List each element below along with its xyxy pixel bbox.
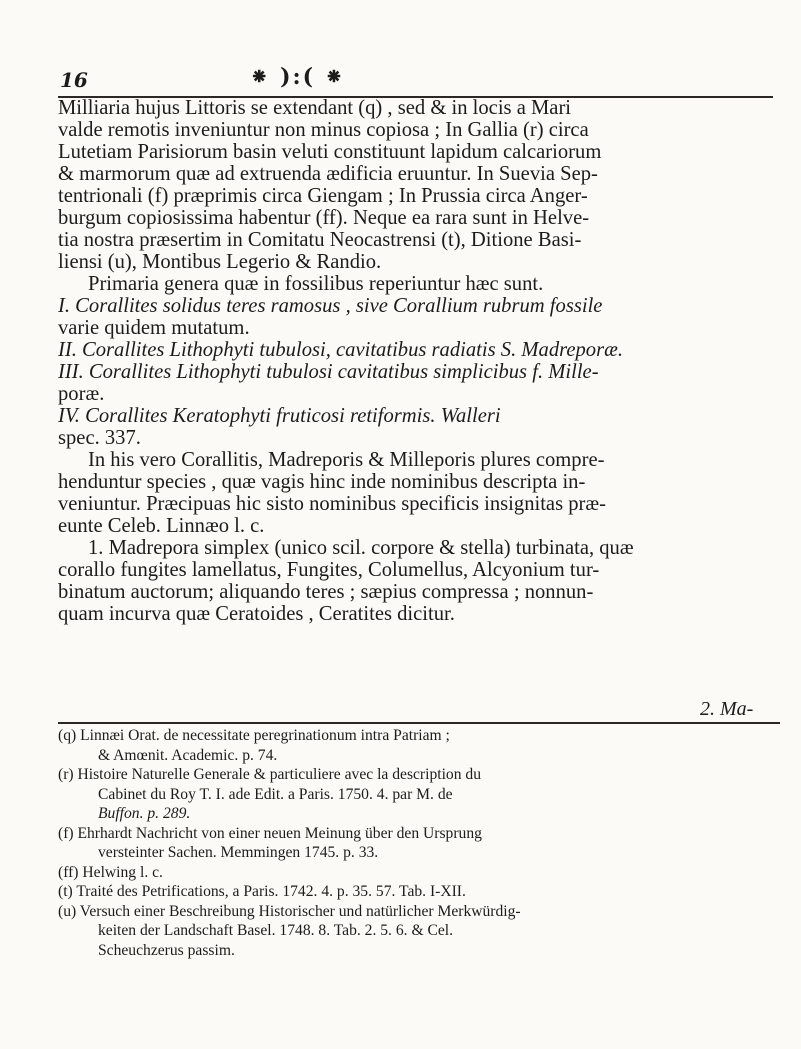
page-signature-mark: 16 <box>60 68 88 92</box>
text-line: poræ. <box>58 383 105 405</box>
text-line: I. Corallites solidus teres ramosus , sive Corallium rubrum fossile <box>58 295 603 317</box>
footnote-line: (f) Ehrhardt Nachricht von einer neuen Meinung über den Ursprung <box>58 824 482 842</box>
text-line: Lutetiam Parisiorum basin veluti constituunt lapidum calcariorum <box>58 141 602 163</box>
footnotes <box>58 726 780 960</box>
text-line: Primaria genera quæ in fossilibus reperiuntur hæc sunt. <box>88 273 544 295</box>
footnote-line: Buffon. p. 289. <box>98 805 191 822</box>
text-line: valde remotis inveniuntur non minus copiosa ; In Gallia (r) circa <box>58 119 589 141</box>
main-text <box>58 97 780 625</box>
footnote-line: keiten der Landschaft Basel. 1748. 8. Tab. 2. 5. 6. & Cel. <box>98 922 454 939</box>
text-line: spec. 337. <box>58 427 141 449</box>
text-line: eunte Celeb. Linnæo l. c. <box>58 515 265 537</box>
text-line: burgum copiosissima habentur (ff). Neque ea rara sunt in Helve- <box>58 207 590 229</box>
text-line: II. Corallites Lithophyti tubulosi, cavitatibus radiatis S. Madreporæ. <box>58 339 624 361</box>
footnote-line: versteinter Sachen. Memmingen 1745. p. 33. <box>98 844 379 861</box>
footnote-line: Cabinet du Roy T. I. ade Edit. a Paris. 1750. 4. par M. de <box>98 785 453 803</box>
header-ornament: ⁕ ):( ⁕ <box>250 64 346 90</box>
catchword: 2. Ma- <box>700 698 754 720</box>
text-line: Milliaria hujus Littoris se extendant (q) , sed & in locis a Mari <box>58 97 572 119</box>
text-line: quam incurva quæ Ceratoides , Ceratites dicitur. <box>58 603 455 625</box>
text-line: tentrionali (f) præprimis circa Giengam ; In Prussia circa Anger- <box>58 185 588 207</box>
text-line: varie quidem mutatum. <box>58 317 250 339</box>
footnote-line: & Amœnit. Academic. p. 74. <box>98 746 278 764</box>
text-line: henduntur species , quæ vagis hinc inde nominibus descripta in- <box>58 471 586 493</box>
text-line: veniuntur. Præcipuas hic sisto nominibus specificis insignitas præ- <box>58 493 606 515</box>
text-line: III. Corallites Lithophyti tubulosi cavitatibus simplicibus f. Mille- <box>58 361 599 383</box>
footnote-line: (r) Histoire Naturelle Generale & particuliere avec la description du <box>58 766 482 783</box>
text-line: IV. Corallites Keratophyti fruticosi retiformis. Walleri <box>58 405 501 427</box>
text-line: In his vero Corallitis, Madreporis & Milleporis plures compre- <box>88 449 605 471</box>
text-line: & marmorum quæ ad extruenda ædificia eruuntur. In Suevia Sep- <box>58 163 598 185</box>
footnote-rule <box>58 722 780 724</box>
footnote-line: (ff) Helwing l. c. <box>58 863 163 881</box>
footnote-line: (t) Traité des Petrifications, a Paris. 1742. 4. p. 35. 57. Tab. I-XII. <box>58 883 466 900</box>
text-line: tia nostra præsertim in Comitatu Neocastrensi (t), Ditione Basi- <box>58 229 582 251</box>
text-line: corallo fungites lamellatus, Fungites, Columellus, Alcyonium tur- <box>58 559 600 581</box>
text-line: liensi (u), Montibus Legerio & Randio. <box>58 251 382 273</box>
footnote-line: Scheuchzerus passim. <box>98 941 235 959</box>
text-line: binatum auctorum; aliquando teres ; sæpius compressa ; nonnun- <box>58 581 594 603</box>
text-line: 1. Madrepora simplex (unico scil. corpore & stella) turbinata, quæ <box>88 537 634 559</box>
footnote-line: (u) Versuch einer Beschreibung Historischer und natürlicher Merkwürdig- <box>58 902 521 920</box>
footnote-line: (q) Linnæi Orat. de necessitate peregrinationum intra Patriam ; <box>58 727 450 744</box>
